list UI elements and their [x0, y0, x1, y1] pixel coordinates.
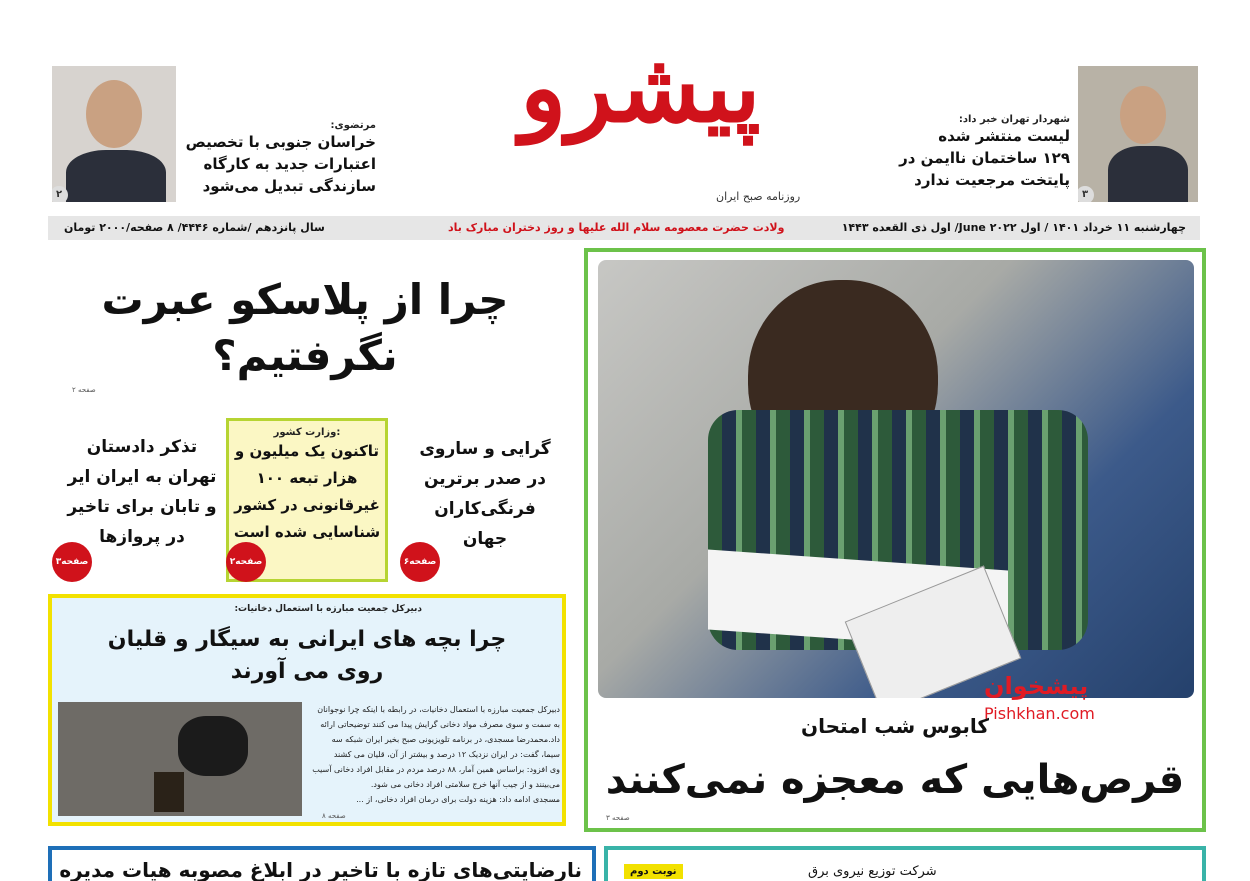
- story-line: شناسایی شده است: [233, 523, 381, 541]
- dateline-occasion: ولادت حضرت معصومه سلام الله علیها و روز دختران مبارک باد: [448, 221, 785, 234]
- headline-line: چرا از پلاسکو عبرت: [101, 275, 509, 324]
- story-kicker: وزارت کشور:: [273, 427, 341, 438]
- story-right: [400, 434, 570, 554]
- title-line: چرا بچه های ایرانی به سیگار و قلیان: [107, 627, 507, 652]
- story-line: در پروازها: [99, 527, 185, 547]
- story-line: و تابان برای تاخیر: [67, 497, 217, 517]
- story-line: خراسان جنوبی با تخصیص: [185, 133, 376, 151]
- story-line: جهان: [462, 529, 508, 549]
- bottom-left-frame: [48, 846, 596, 881]
- top-left-story: [180, 120, 376, 197]
- page-ref: صفحه ۸: [322, 812, 346, 820]
- story-line: تاکنون یک میلیون و: [234, 442, 380, 460]
- hookah-photo: [58, 702, 302, 816]
- page-circle[interactable]: صفحه۶: [400, 542, 440, 582]
- dateline-date: چهارشنبه ۱۱ خرداد ۱۴۰۱ / اول June ۲۰۲۲/ اول ذی القعده ۱۴۴۳: [841, 221, 1186, 234]
- dateline-issue: سال پانزدهم /شماره ۴۴۴۶/ ۸ صفحه/۲۰۰۰ تومان: [64, 221, 325, 234]
- main-kicker: کابوس شب امتحان: [801, 714, 989, 738]
- story-line: در صدر برترین: [424, 469, 546, 489]
- body-line: دبیرکل جمعیت مبارزه با استعمال دخانیات، در رابطه با اینکه چرا نوجوانان: [317, 705, 560, 714]
- story-line: تهران به ایران ایر: [67, 467, 217, 487]
- story-line: غیرقانونی در کشور: [234, 496, 380, 514]
- ad-title: شرکت توزیع نیروی برق: [808, 864, 937, 879]
- story-line: اعتبارات جدید به کارگاه: [203, 155, 376, 173]
- story-kicker: شهردار تهران خبر داد:: [958, 114, 1070, 125]
- main-headline: قرص‌هایی که معجزه نمی‌کنند: [605, 757, 1185, 803]
- headline-left: [100, 272, 510, 384]
- body-line: سیما، گفت: در ایران نزدیک ۱۲ درصد و بیشتر از آن، قلیان می کشند: [333, 750, 560, 759]
- page-circle[interactable]: صفحه۲: [226, 542, 266, 582]
- body-line: می‌بینند و از جیب آنها خرج سلامتی افراد دخانی می شود.: [370, 780, 560, 789]
- masthead-logo: پیشرو: [520, 31, 761, 144]
- title-line: روی می آورند: [230, 659, 384, 684]
- bottom-right-frame: [604, 846, 1206, 881]
- story-title: [52, 624, 562, 688]
- story-kicker: دبیرکل جمعیت مبارزه با استعمال دخانیات:: [234, 604, 422, 614]
- story-line: پایتخت مرجعیت ندارد: [914, 171, 1070, 189]
- dateline-bar: [48, 216, 1200, 240]
- page-ref: صفحه ۳: [606, 814, 630, 822]
- bottom-headline: نارضایتی‌های تازه با تاخیر در ابلاغ مصوبه هیات مدیره: [59, 858, 582, 881]
- story-line: سازندگی تبدیل می‌شود: [202, 177, 376, 195]
- story-line: گرایی و ساروی: [419, 439, 551, 459]
- story-line: فرنگی‌کاران: [434, 499, 536, 519]
- headline-line: نگرفتیم؟: [212, 331, 398, 380]
- masthead-tagline: روزنامه صبح ایران: [716, 190, 801, 203]
- story-line: ۱۲۹ ساختمان ناایمن در: [899, 149, 1070, 167]
- story-line: لیست منتشر شده: [938, 127, 1070, 145]
- main-story-frame: [584, 248, 1206, 832]
- story-line: ۱۰۰ هزار تبعه: [256, 469, 358, 487]
- story-body: [310, 702, 560, 807]
- watermark-url: Pishkhan.com: [984, 704, 1095, 723]
- story-kicker: مرتضوی:: [330, 120, 376, 131]
- body-line: داد.محمدرضا مسجدی، در برنامه تلویزیونی صبح بخیر ایران شبکه سه: [331, 735, 560, 744]
- exam-photo: [598, 260, 1194, 698]
- smoking-story-box: [48, 594, 566, 826]
- watermark-fa: پیشخوان: [984, 672, 1089, 700]
- top-left-photo: [52, 66, 176, 202]
- story-line: تذکر دادستان: [86, 437, 198, 457]
- top-right-story: [880, 114, 1070, 191]
- page-badge: ۳: [1078, 186, 1094, 202]
- ad-tag: نوبت دوم: [624, 864, 683, 879]
- story-left: [62, 432, 222, 552]
- page-ref: صفحه ۲: [72, 386, 96, 394]
- body-line: وی افزود: براساس همین آمار، ۸۸ درصد مردم در مقابل افراد دخانی آسیب: [312, 765, 560, 774]
- page-circle[interactable]: صفحه۳: [52, 542, 92, 582]
- body-line: مسجدی ادامه داد: هزینه دولت برای درمان افراد دخانی، از ...: [356, 795, 560, 804]
- top-right-photo: [1078, 66, 1198, 202]
- page-badge: ۲: [52, 186, 68, 202]
- body-line: به سمت و سوی مصرف مواد دخانی گرایش پیدا می کنند توضیحاتی ارائه: [320, 720, 560, 729]
